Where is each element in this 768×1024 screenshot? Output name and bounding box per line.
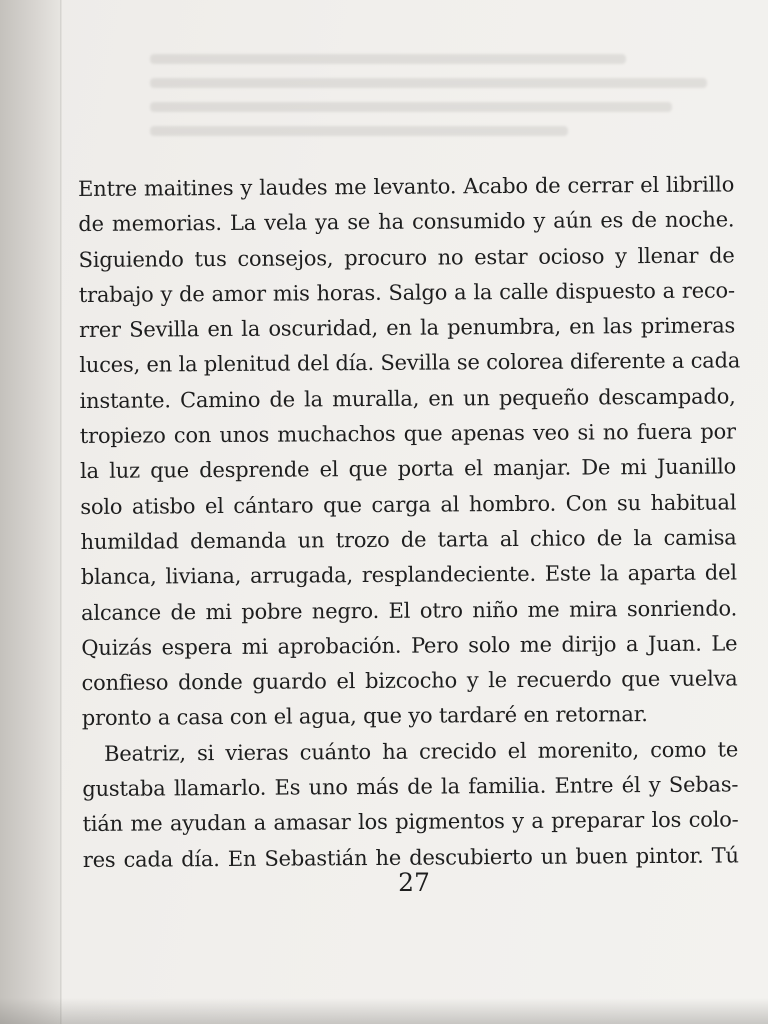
text-line: rrer Sevilla en la oscuridad, en la penumbra, en las primeras: [79, 313, 736, 343]
text-line: trabajo y de amor mis horas. Salgo a la calle dispuesto a reco-: [78, 278, 735, 307]
text-line: de memorias. La vela ya se ha consumido y aún es de noche.: [78, 207, 735, 237]
text-line: Siguiendo tus consejos, procuro no estar ocioso y llenar de: [78, 243, 735, 272]
text-line: Quizás espera mi aprobación. Pero solo me dirijo a Juan. Le: [81, 631, 738, 660]
text-line: solo atisbo el cántaro que carga al hombro. Con su habitual: [80, 490, 737, 519]
paragraph-end-line: pronto a casa con el agua, que yo tardaré en retornar.: [81, 702, 648, 731]
text-line: gustaba llamarlo. Es uno más de la familia. Entre él y Sebas-: [82, 772, 739, 802]
text-line: blanca, liviana, arrugada, resplandeciente. Este la aparta del: [80, 560, 737, 590]
text-line: luces, en la plenitud del día. Sevilla se colorea diferente a cada: [79, 348, 741, 378]
text-line: tropiezo con unos muchachos que apenas veo si no fuera por: [79, 419, 736, 449]
text-line: Entre maitines y laudes me levanto. Acabo de cerrar el librillo: [78, 172, 735, 201]
text-line: alcance de mi pobre negro. El otro niño me mira sonriendo.: [80, 595, 738, 625]
text-line: confieso donde guardo el bizcocho y le recuerdo que vuelva: [81, 666, 738, 696]
bleed-through-text: [150, 40, 730, 170]
text-line: tián me ayudan a amasar los pigmentos y a preparar los colo-: [82, 807, 739, 837]
paragraph-start-line: Beatriz, si vieras cuánto ha crecido el morenito, como te: [103, 737, 739, 766]
text-line: la luz que desprende el que porta el manjar. De mi Juanillo: [80, 454, 737, 484]
text-line: res cada día. En Sebastián he descubierto un buen pintor. Tú: [82, 843, 739, 872]
page-bottom-shadow: [0, 998, 768, 1024]
text-line: humildad demanda un trozo de tarta al chico de la camisa: [80, 525, 737, 554]
text-line: instante. Camino de la muralla, en un pequeño descampado,: [79, 384, 736, 413]
page-number: 27: [398, 868, 430, 897]
body-text: [78, 167, 739, 878]
